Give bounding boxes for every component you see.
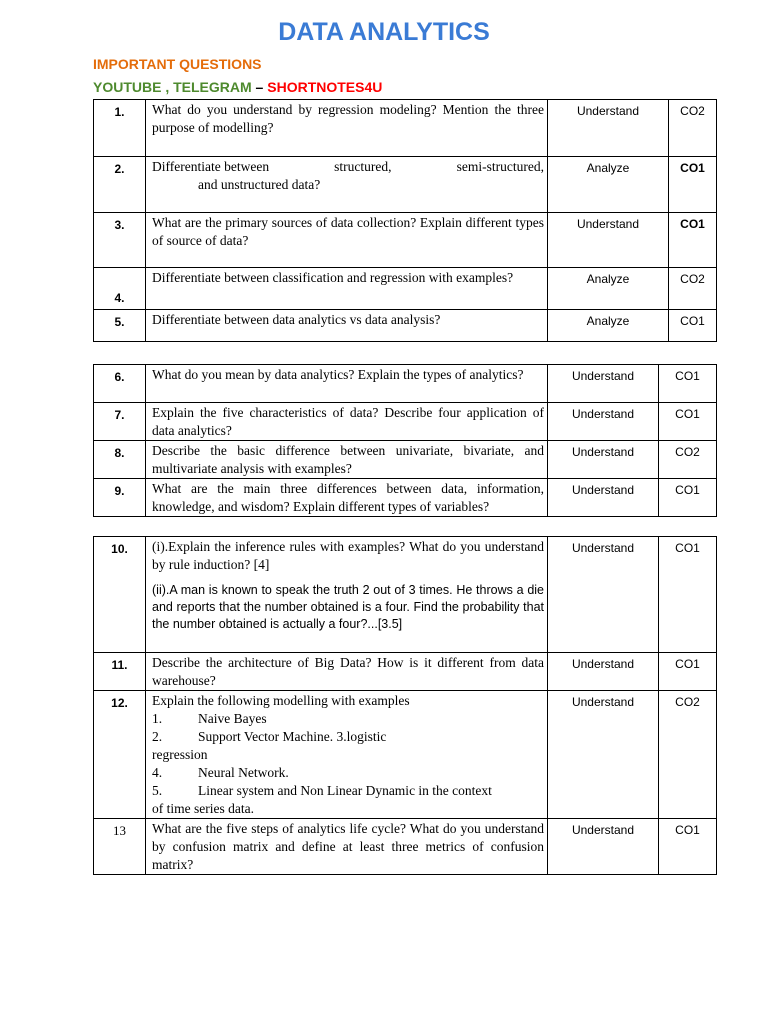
course-outcome: CO1 [659,365,717,403]
question-text: Describe the basic difference between univariate, bivariate, and multivariate analysis with examples? [146,441,548,479]
question-number: 2. [94,157,146,213]
table-row [94,537,717,653]
question-text: What are the primary sources of data collection? Explain different types of source of data? [146,213,548,268]
question-text: Differentiate between data analytics vs data analysis? [146,310,548,342]
course-outcome: CO2 [659,691,717,819]
list-text: Neural Network. [198,765,289,780]
question-number: 13 [94,819,146,875]
list-number: 5. [152,783,163,798]
list-number: 2. [152,729,163,744]
list-number: 1. [152,711,163,726]
questions-table-1 [93,99,717,342]
question-part-1: (i).Explain the inference rules with examples? What do you understand by rule induction? [4] [152,539,544,572]
course-outcome: CO1 [669,310,717,342]
list-item [152,764,544,782]
list-intro: Explain the following modelling with examples [152,693,410,708]
course-outcome: CO2 [669,268,717,310]
bloom-level: Understand [548,365,659,403]
bloom-level: Analyze [548,157,669,213]
course-outcome: CO2 [669,100,717,157]
list-item [152,710,544,728]
document-title: DATA ANALYTICS [278,18,490,46]
brand-text: SHORTNOTES4U [267,79,383,95]
question-number: 11. [94,653,146,691]
bloom-level: Understand [548,653,659,691]
question-text [146,157,548,213]
question-number: 12. [94,691,146,819]
table-row [94,691,717,819]
question-text [146,537,548,653]
q-part: semi-structured, [456,159,544,174]
course-outcome: CO1 [659,819,717,875]
question-number: 3. [94,213,146,268]
question-text: Differentiate between classification and regression with examples? [146,268,548,310]
table-row [94,157,717,213]
question-part-2: (ii).A man is known to speak the truth 2 out of 3 times. He throws a die and reports that the number obtained is a four. Find the probability that the number obtained is actually a four?...[3.5] [152,583,544,631]
table-row [94,365,717,403]
question-number: 8. [94,441,146,479]
list-number: 4. [152,765,163,780]
channels-text: YOUTUBE , TELEGRAM [93,79,252,95]
question-text: What do you mean by data analytics? Explain the types of analytics? [146,365,548,403]
course-outcome: CO1 [659,403,717,441]
question-number: 1. [94,100,146,157]
question-text [146,691,548,819]
dash: – [251,79,268,95]
list-tail: of time series data. [152,801,254,816]
bloom-level: Understand [548,819,659,875]
course-outcome: CO1 [669,213,717,268]
question-text: Describe the architecture of Big Data? How is it different from data warehouse? [146,653,548,691]
bloom-level: Understand [548,403,659,441]
question-text: What are the main three differences between data, information, knowledge, and wisdom? Explain different types of variables? [146,479,548,517]
question-text: What do you understand by regression modeling? Mention the three purpose of modelling? [146,100,548,157]
table-row [94,653,717,691]
table-row [94,403,717,441]
course-outcome: CO1 [669,157,717,213]
table-row [94,100,717,157]
questions-table-2 [93,364,717,517]
bloom-level: Understand [548,213,669,268]
important-questions-heading: IMPORTANT QUESTIONS [93,56,262,72]
table-row [94,441,717,479]
table-row [94,310,717,342]
list-text: Naive Bayes [198,711,267,726]
q-part: structured, [334,159,392,174]
list-text: Support Vector Machine. 3.logistic [198,729,387,744]
course-outcome: CO1 [659,537,717,653]
bloom-level: Analyze [548,310,669,342]
bloom-level: Understand [548,100,669,157]
course-outcome: CO1 [659,653,717,691]
list-text: Linear system and Non Linear Dynamic in the context [198,783,492,798]
question-number: 9. [94,479,146,517]
table-row [94,819,717,875]
question-number: 10. [94,537,146,653]
list-item [152,782,544,800]
question-number: 4. [94,268,146,310]
course-outcome: CO2 [659,441,717,479]
question-number: 7. [94,403,146,441]
bloom-level: Understand [548,479,659,517]
question-number: 6. [94,365,146,403]
table-row [94,213,717,268]
bloom-level: Understand [548,537,659,653]
questions-table-3 [93,536,717,875]
q-part: Differentiate between [152,159,270,174]
channels-line [93,79,382,95]
table-row [94,479,717,517]
list-continuation: regression [152,747,208,762]
question-text: What are the five steps of analytics life cycle? What do you understand by confusion matrix and define at least three metrics of confusion matrix? [146,819,548,875]
q-part: and unstructured data? [198,177,321,192]
question-text: Explain the five characteristics of data? Describe four application of data analytics? [146,403,548,441]
bloom-level: Understand [548,691,659,819]
question-number: 5. [94,310,146,342]
bloom-level: Analyze [548,268,669,310]
course-outcome: CO1 [659,479,717,517]
list-item [152,728,544,746]
bloom-level: Understand [548,441,659,479]
table-row [94,268,717,310]
